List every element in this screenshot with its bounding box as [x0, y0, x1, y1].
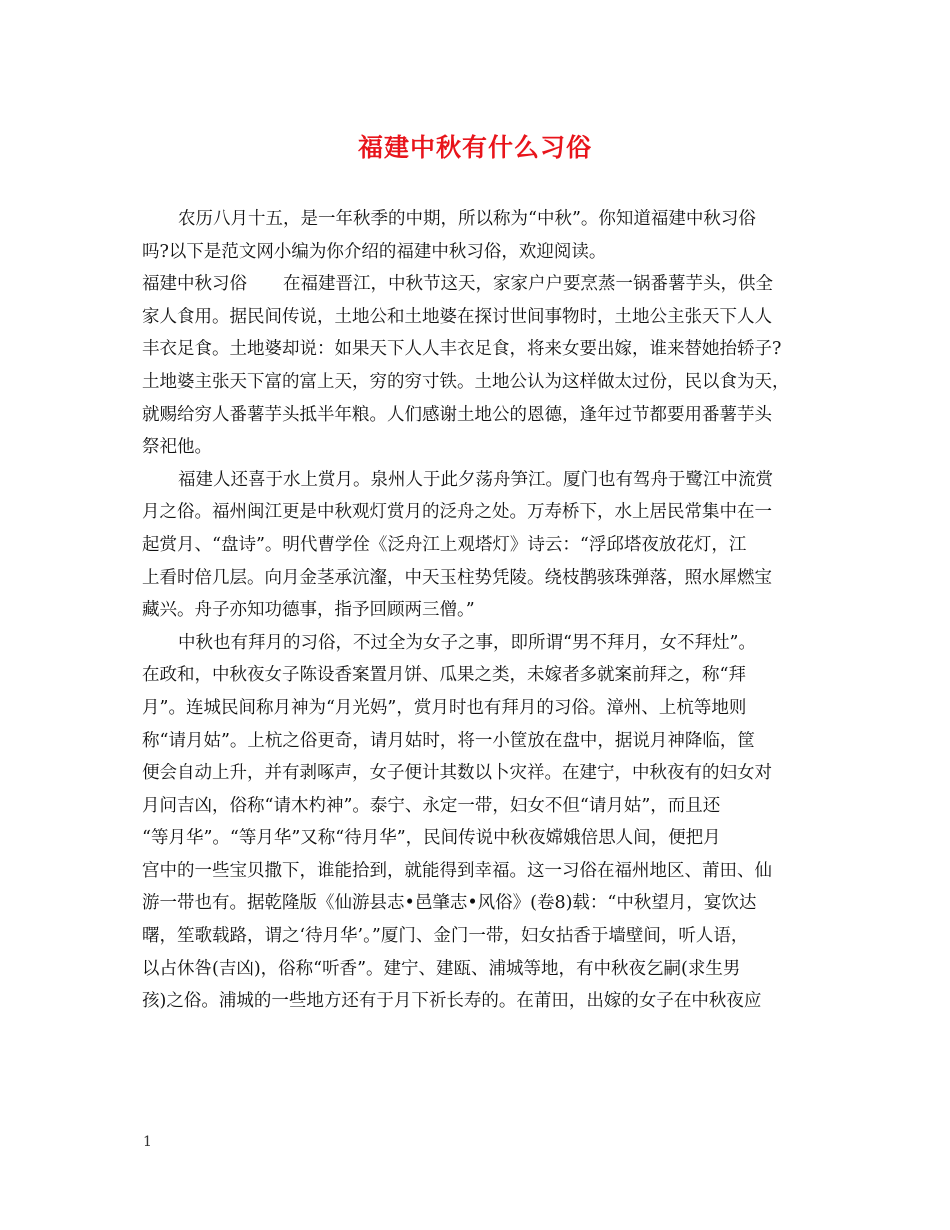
- text-line: [142, 594, 825, 627]
- line-text: 福建人还喜于水上赏月。泉州人于此夕荡舟笋江。厦门也有驾舟于鹭江中流赏: [178, 469, 773, 490]
- line-text: 土地婆主张天下富的富上天，穷的穷寸铁。土地公认为这样做太过份，民以食为天，: [142, 371, 790, 392]
- text-line: [142, 268, 825, 301]
- line-text: 农历八月十五，是一年秋季的中期，所以称为“中秋”。你知道福建中秋习俗: [178, 209, 756, 229]
- line-text: 孩)之俗。浦城的一些地方还有于月下祈长寿的。在莆田，出嫁的女子在中秋夜应: [142, 991, 762, 1012]
- line-text: 就赐给穷人番薯芋头抵半年粮。人们感谢土地公的恩德，逢年过节都要用番薯芋头: [142, 404, 772, 425]
- text-line: [142, 562, 825, 595]
- text-line: [142, 920, 825, 953]
- line-text: 游一带也有。据乾隆版《仙游县志•邑肇志•风俗》(卷8)载：“中秋望月，宴饮达: [142, 893, 757, 914]
- line-text: 家人食用。据民间传说，土地公和土地婆在探讨世间事物时，土地公主张天下人人: [142, 306, 772, 327]
- line-text: 称“请月姑”。上杭之俗更奇，请月姑时，将一小筐放在盘中，据说月神降临，筐: [142, 730, 755, 751]
- line-text: 在政和，中秋夜女子陈设香案置月饼、瓜果之类，未嫁者多就案前拜之，称“拜: [142, 665, 746, 686]
- line-text: 吗?以下是范文网小编为你介绍的福建中秋习俗，欢迎阅读。: [142, 241, 607, 262]
- document-title: 福建中秋有什么习俗: [357, 133, 592, 162]
- text-line: [142, 953, 825, 986]
- text-line: [142, 236, 825, 269]
- line-text: 月问吉凶，俗称“请木杓神”。泰宁、永定一带，妇女不但“请月姑”，而且还: [142, 795, 721, 816]
- text-line: [142, 301, 825, 334]
- document-body: [142, 203, 825, 1018]
- text-line: [142, 431, 825, 464]
- text-line: [142, 529, 825, 562]
- text-line: [142, 790, 825, 823]
- text-line: [142, 725, 825, 758]
- line-text: 在福建晋江，中秋节这天，家家户户要烹蒸一锅番薯芋头，供全: [283, 274, 773, 295]
- text-line: [142, 822, 825, 855]
- text-line: [142, 366, 825, 399]
- line-text: 宫中的一些宝贝撒下，谁能拾到，就能得到幸福。这一习俗在福州地区、莆田、仙: [142, 860, 772, 881]
- line-text: “等月华”。“等月华”又称“待月华”，民间传说中秋夜嫦娥倍思人间，便把月: [142, 828, 721, 849]
- line-text: 祭祀他。: [142, 437, 212, 458]
- text-line: [142, 855, 825, 888]
- page-number: 1: [143, 1134, 152, 1150]
- line-text: 月之俗。福州闽江更是中秋观灯赏月的泛舟之处。万寿桥下，水上居民常集中在一: [142, 502, 772, 523]
- line-text: 中秋也有拜月的习俗，不过全为女子之事，即所谓“男不拜月，女不拜灶”。: [178, 632, 756, 653]
- text-line: [142, 627, 825, 660]
- text-line: [142, 659, 825, 692]
- text-line: [142, 333, 825, 366]
- text-line: [142, 496, 825, 529]
- text-line: [142, 692, 825, 725]
- line-text: 起赏月、“盘诗”。明代曹学佺《泛舟江上观塔灯》诗云：“浮邱塔夜放花灯，江: [142, 534, 747, 555]
- line-text: 便会自动上升，并有剥啄声，女子便计其数以卜灾祥。在建宁，中秋夜有的妇女对: [142, 763, 772, 784]
- line-text: 丰衣足食。土地婆却说：如果天下人人丰衣足食，将来女要出嫁，谁来替她抬轿子?: [142, 339, 782, 360]
- text-line: [142, 399, 825, 432]
- line-text: 藏兴。舟子亦知功德事，指予回顾两三僧。”: [142, 600, 475, 621]
- text-line: [142, 887, 825, 920]
- line-text: 上看时倍几层。向月金茎承沆瀣，中天玉柱势凭陵。绕枝鹊骇珠弹落，照水犀燃宝: [142, 567, 772, 588]
- text-line: [142, 203, 825, 236]
- section-heading: 福建中秋习俗: [142, 274, 247, 295]
- line-text: 以占休咎(吉凶)，俗称“听香”。建宁、建瓯、浦城等地，有中秋夜乞嗣(求生男: [142, 958, 741, 979]
- text-line: [142, 464, 825, 497]
- line-text: 月”。连城民间称月神为“月光妈”，赏月时也有拜月的习俗。漳州、上杭等地则: [142, 697, 747, 718]
- text-line: [142, 757, 825, 790]
- line-text: 曙，笙歌载路，谓之‘待月华’。”厦门、金门一带，妇女拈香于墙壁间，听人语，: [142, 926, 749, 947]
- text-line: [142, 985, 825, 1018]
